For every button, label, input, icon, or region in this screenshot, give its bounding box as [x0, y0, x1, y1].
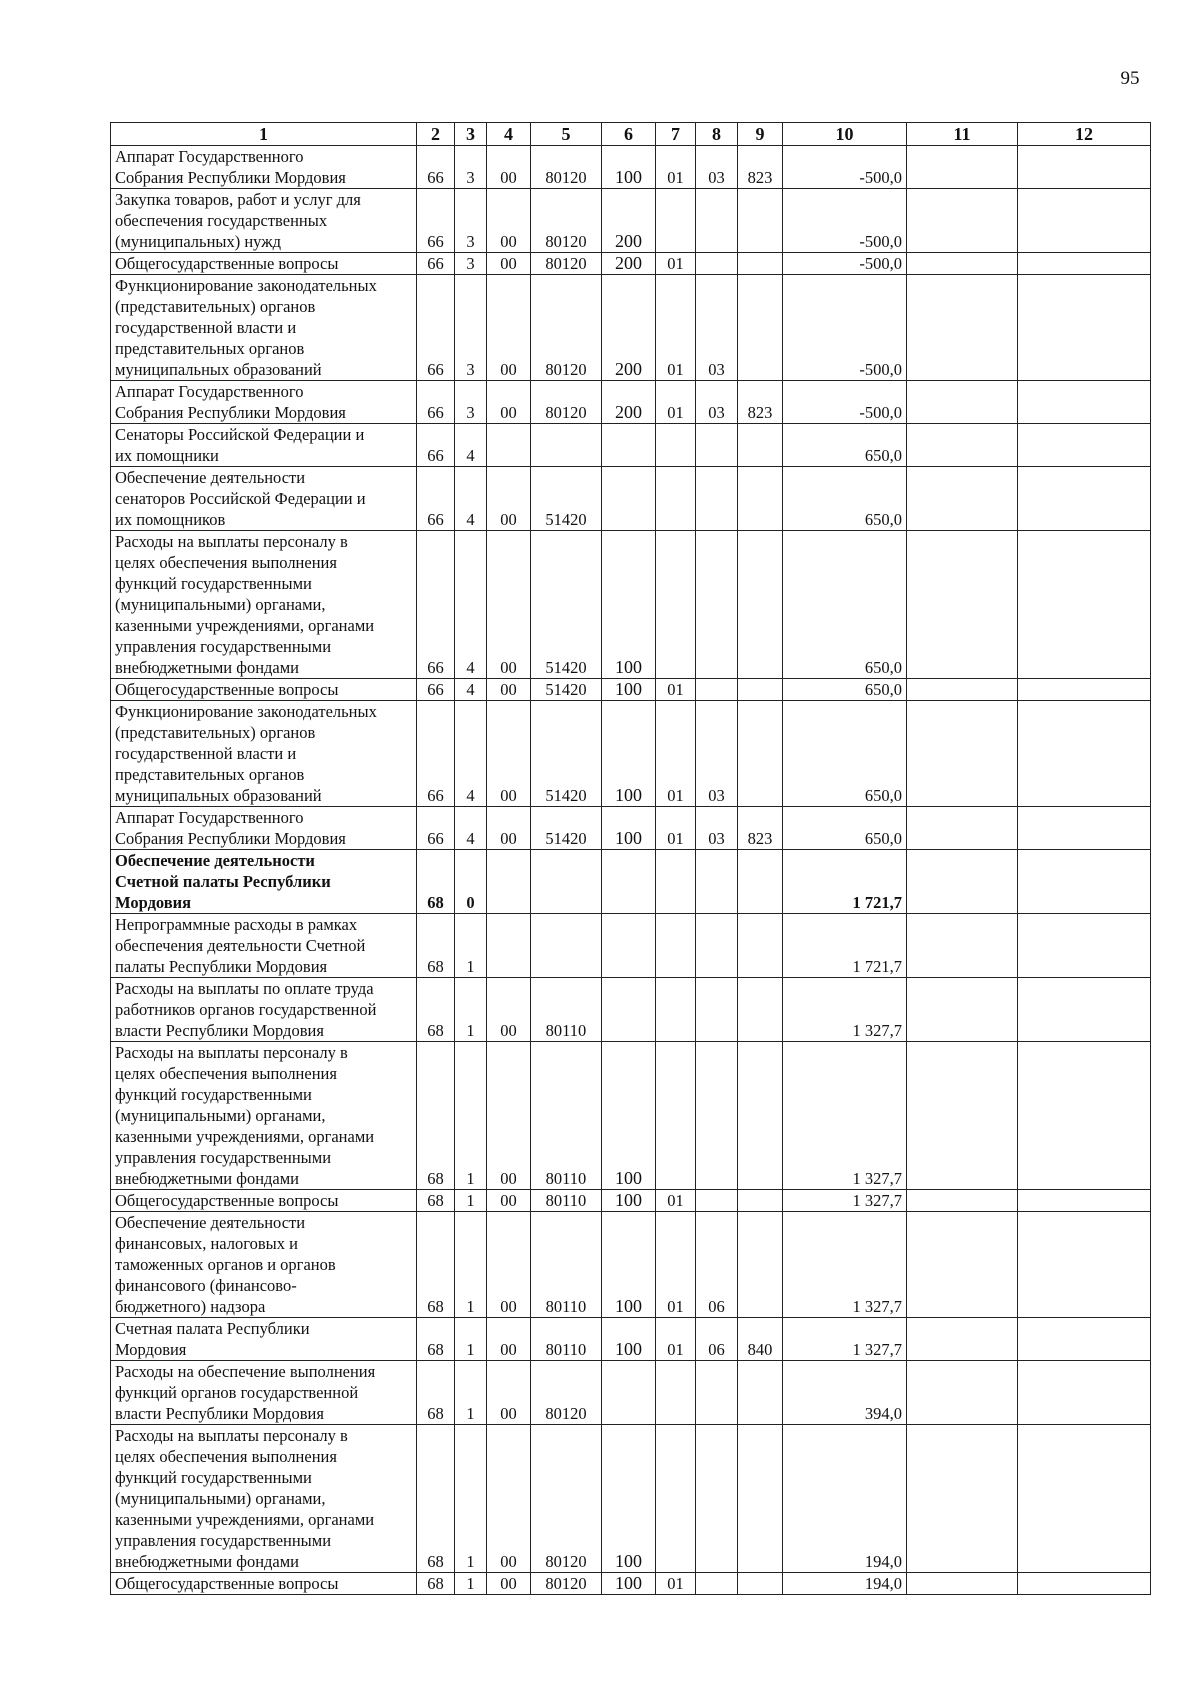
table-cell-c4: 00 — [487, 1212, 531, 1318]
table-cell-c3: 1 — [455, 1361, 487, 1425]
table-cell-c3: 1 — [455, 1318, 487, 1361]
table-cell-c12 — [1018, 978, 1151, 1042]
table-cell-c8 — [696, 1042, 738, 1190]
table-cell-c1: Аппарат Государственного Собрания Республики Мордовия — [111, 807, 417, 850]
table-cell-c3: 1 — [455, 1042, 487, 1190]
table-cell-c10: 1 721,7 — [783, 850, 907, 914]
table-cell-c4: 00 — [487, 1190, 531, 1212]
table-cell-c6 — [602, 914, 656, 978]
table-cell-c3: 3 — [455, 275, 487, 381]
table-cell-c4: 00 — [487, 807, 531, 850]
table-cell-c12 — [1018, 807, 1151, 850]
table-cell-c6: 100 — [602, 1425, 656, 1573]
table-cell-c12 — [1018, 381, 1151, 424]
table-cell-c10: 650,0 — [783, 679, 907, 701]
table-cell-c2: 66 — [417, 381, 455, 424]
table-cell-c5: 80110 — [531, 1318, 602, 1361]
table-cell-c3: 4 — [455, 467, 487, 531]
table-cell-c4: 00 — [487, 1361, 531, 1425]
table-cell-c8: 03 — [696, 701, 738, 807]
table-cell-c5: 51420 — [531, 701, 602, 807]
table-cell-c2: 68 — [417, 1425, 455, 1573]
table-cell-c12 — [1018, 146, 1151, 189]
table-cell-c9 — [738, 1361, 783, 1425]
table-cell-c7: 01 — [656, 146, 696, 189]
table-cell-c9 — [738, 467, 783, 531]
table-cell-c9 — [738, 253, 783, 275]
page-number: 95 — [1120, 68, 1140, 89]
table-cell-c3: 4 — [455, 424, 487, 467]
table-cell-c1: Непрограммные расходы в рамках обеспечения деятельности Счетной палаты Республики Мордовия — [111, 914, 417, 978]
table-cell-c6: 100 — [602, 1212, 656, 1318]
table-cell-c3: 4 — [455, 701, 487, 807]
table-cell-c4: 00 — [487, 381, 531, 424]
table-cell-c7 — [656, 531, 696, 679]
table-cell-c6: 100 — [602, 807, 656, 850]
table-cell-c8 — [696, 189, 738, 253]
table-cell-c6: 100 — [602, 1042, 656, 1190]
table-cell-c5: 80120 — [531, 146, 602, 189]
table-cell-c8 — [696, 1573, 738, 1595]
table-cell-c12 — [1018, 1212, 1151, 1318]
table-cell-c5 — [531, 914, 602, 978]
column-header: 3 — [455, 123, 487, 146]
table-cell-c6: 200 — [602, 189, 656, 253]
table-cell-c11 — [907, 1042, 1018, 1190]
table-cell-c4: 00 — [487, 679, 531, 701]
table-cell-c10: -500,0 — [783, 146, 907, 189]
column-header: 1 — [111, 123, 417, 146]
table-cell-c7: 01 — [656, 701, 696, 807]
table-cell-c1: Общегосударственные вопросы — [111, 1190, 417, 1212]
table-cell-c4: 00 — [487, 978, 531, 1042]
column-header: 6 — [602, 123, 656, 146]
table-cell-c11 — [907, 914, 1018, 978]
table-cell-c5: 80120 — [531, 189, 602, 253]
table-cell-c11 — [907, 1425, 1018, 1573]
table-cell-c2: 68 — [417, 1212, 455, 1318]
table-cell-c10: 650,0 — [783, 701, 907, 807]
table-row — [111, 914, 1151, 978]
table-cell-c9: 823 — [738, 146, 783, 189]
table-cell-c1: Расходы на обеспечение выполнения функций органов государственной власти Республики Мордовия — [111, 1361, 417, 1425]
table-row — [111, 146, 1151, 189]
table-cell-c3: 1 — [455, 978, 487, 1042]
budget-table — [110, 122, 1151, 1595]
table-cell-c1: Закупка товаров, работ и услуг для обеспечения государственных (муниципальных) нужд — [111, 189, 417, 253]
table-cell-c7 — [656, 850, 696, 914]
table-cell-c9: 840 — [738, 1318, 783, 1361]
table-cell-c9 — [738, 1425, 783, 1573]
table-cell-c10: 1 327,7 — [783, 1042, 907, 1190]
table-cell-c1: Сенаторы Российской Федерации и их помощники — [111, 424, 417, 467]
table-cell-c12 — [1018, 1042, 1151, 1190]
table-row — [111, 807, 1151, 850]
table-cell-c8 — [696, 850, 738, 914]
table-cell-c8: 03 — [696, 275, 738, 381]
table-cell-c5: 51420 — [531, 467, 602, 531]
table-cell-c5: 80110 — [531, 1190, 602, 1212]
table-cell-c3: 1 — [455, 1425, 487, 1573]
table-cell-c4: 00 — [487, 531, 531, 679]
table-cell-c3: 4 — [455, 679, 487, 701]
column-header: 9 — [738, 123, 783, 146]
table-cell-c4: 00 — [487, 1573, 531, 1595]
table-cell-c11 — [907, 189, 1018, 253]
table-cell-c6: 100 — [602, 531, 656, 679]
table-row — [111, 253, 1151, 275]
table-cell-c1: Расходы на выплаты персоналу в целях обеспечения выполнения функций государственными (муниципальными) органами, казенными учреждениями, органами управления государственными внебюджетными фондами — [111, 1042, 417, 1190]
table-cell-c4: 00 — [487, 467, 531, 531]
table-cell-c10: 394,0 — [783, 1361, 907, 1425]
table-cell-c9 — [738, 914, 783, 978]
column-header: 2 — [417, 123, 455, 146]
table-cell-c7 — [656, 914, 696, 978]
table-cell-c10: 1 327,7 — [783, 978, 907, 1042]
table-cell-c11 — [907, 1212, 1018, 1318]
table-cell-c9 — [738, 1190, 783, 1212]
table-cell-c12 — [1018, 253, 1151, 275]
table-cell-c12 — [1018, 1425, 1151, 1573]
table-row — [111, 1573, 1151, 1595]
table-cell-c9: 823 — [738, 807, 783, 850]
table-cell-c6: 100 — [602, 701, 656, 807]
table-cell-c2: 68 — [417, 1042, 455, 1190]
table-cell-c8 — [696, 424, 738, 467]
table-cell-c11 — [907, 275, 1018, 381]
table-cell-c11 — [907, 1361, 1018, 1425]
table-cell-c7 — [656, 1361, 696, 1425]
table-row — [111, 531, 1151, 679]
table-cell-c4: 00 — [487, 1425, 531, 1573]
table-cell-c8 — [696, 1425, 738, 1573]
table-cell-c11 — [907, 978, 1018, 1042]
table-cell-c7 — [656, 978, 696, 1042]
table-cell-c2: 66 — [417, 189, 455, 253]
table-row — [111, 1042, 1151, 1190]
table-cell-c7 — [656, 189, 696, 253]
table-cell-c8 — [696, 531, 738, 679]
table-cell-c7: 01 — [656, 253, 696, 275]
table-cell-c11 — [907, 253, 1018, 275]
table-cell-c1: Общегосударственные вопросы — [111, 1573, 417, 1595]
table-cell-c7: 01 — [656, 679, 696, 701]
table-cell-c10: 194,0 — [783, 1425, 907, 1573]
table-cell-c11 — [907, 467, 1018, 531]
table-cell-c9 — [738, 1212, 783, 1318]
table-cell-c5: 80120 — [531, 381, 602, 424]
table-cell-c8: 03 — [696, 381, 738, 424]
table-cell-c3: 4 — [455, 807, 487, 850]
table-row — [111, 1361, 1151, 1425]
table-cell-c8 — [696, 679, 738, 701]
table-cell-c4: 00 — [487, 701, 531, 807]
table-cell-c9 — [738, 424, 783, 467]
table-cell-c1: Общегосударственные вопросы — [111, 253, 417, 275]
table-cell-c8 — [696, 1361, 738, 1425]
table-cell-c9 — [738, 531, 783, 679]
column-header: 12 — [1018, 123, 1151, 146]
column-header: 10 — [783, 123, 907, 146]
table-cell-c2: 66 — [417, 679, 455, 701]
table-cell-c6: 100 — [602, 1318, 656, 1361]
table-body — [111, 146, 1151, 1595]
table-cell-c12 — [1018, 850, 1151, 914]
table-cell-c8 — [696, 1190, 738, 1212]
table-cell-c12 — [1018, 531, 1151, 679]
table-cell-c9 — [738, 701, 783, 807]
table-cell-c2: 68 — [417, 850, 455, 914]
table-cell-c5: 80110 — [531, 1212, 602, 1318]
table-cell-c1: Расходы на выплаты персоналу в целях обеспечения выполнения функций государственными (муниципальными) органами, казенными учреждениями, органами управления государственными внебюджетными фондами — [111, 531, 417, 679]
table-cell-c9: 823 — [738, 381, 783, 424]
table-cell-c5: 51420 — [531, 679, 602, 701]
table-cell-c8: 03 — [696, 146, 738, 189]
table-cell-c7 — [656, 1425, 696, 1573]
table-cell-c4 — [487, 424, 531, 467]
table-cell-c8: 06 — [696, 1318, 738, 1361]
table-cell-c7: 01 — [656, 275, 696, 381]
column-header: 4 — [487, 123, 531, 146]
table-cell-c1: Расходы на выплаты персоналу в целях обеспечения выполнения функций государственными (муниципальными) органами, казенными учреждениями, органами управления государственными внебюджетными фондами — [111, 1425, 417, 1573]
table-cell-c5: 80120 — [531, 1573, 602, 1595]
table-cell-c2: 68 — [417, 1190, 455, 1212]
table-cell-c5: 80120 — [531, 1425, 602, 1573]
table-cell-c12 — [1018, 914, 1151, 978]
table-cell-c3: 3 — [455, 146, 487, 189]
table-cell-c11 — [907, 679, 1018, 701]
table-cell-c9 — [738, 189, 783, 253]
table-cell-c10: 1 327,7 — [783, 1318, 907, 1361]
column-header: 5 — [531, 123, 602, 146]
table-cell-c6: 200 — [602, 253, 656, 275]
table-cell-c4: 00 — [487, 1318, 531, 1361]
table-cell-c10: 650,0 — [783, 424, 907, 467]
table-cell-c10: 650,0 — [783, 531, 907, 679]
table-cell-c4: 00 — [487, 1042, 531, 1190]
table-cell-c2: 68 — [417, 978, 455, 1042]
table-row — [111, 701, 1151, 807]
table-cell-c7: 01 — [656, 1573, 696, 1595]
table-cell-c2: 66 — [417, 701, 455, 807]
table-cell-c5: 80110 — [531, 1042, 602, 1190]
table-cell-c11 — [907, 1190, 1018, 1212]
table-cell-c2: 68 — [417, 1318, 455, 1361]
table-cell-c1: Обеспечение деятельности Счетной палаты Республики Мордовия — [111, 850, 417, 914]
table-cell-c8 — [696, 978, 738, 1042]
table-cell-c12 — [1018, 189, 1151, 253]
table-row — [111, 1318, 1151, 1361]
table-cell-c4 — [487, 914, 531, 978]
table-row — [111, 424, 1151, 467]
table-cell-c10: 650,0 — [783, 807, 907, 850]
table-cell-c3: 1 — [455, 914, 487, 978]
table-cell-c8: 06 — [696, 1212, 738, 1318]
table-cell-c7: 01 — [656, 1318, 696, 1361]
table-cell-c6 — [602, 424, 656, 467]
table-cell-c2: 66 — [417, 531, 455, 679]
table-cell-c4: 00 — [487, 189, 531, 253]
table-cell-c3: 1 — [455, 1212, 487, 1318]
table-cell-c10: -500,0 — [783, 275, 907, 381]
table-cell-c1: Обеспечение деятельности финансовых, налоговых и таможенных органов и органов финансового (финансово- бюджетного) надзора — [111, 1212, 417, 1318]
table-cell-c3: 0 — [455, 850, 487, 914]
table-cell-c10: 1 327,7 — [783, 1190, 907, 1212]
table-cell-c12 — [1018, 1573, 1151, 1595]
table-cell-c5: 80120 — [531, 1361, 602, 1425]
table-cell-c11 — [907, 850, 1018, 914]
table-cell-c11 — [907, 146, 1018, 189]
table-cell-c6: 100 — [602, 1190, 656, 1212]
table-cell-c7: 01 — [656, 381, 696, 424]
table-cell-c7 — [656, 424, 696, 467]
table-cell-c4 — [487, 850, 531, 914]
table-row — [111, 850, 1151, 914]
table-cell-c6 — [602, 467, 656, 531]
table-cell-c3: 3 — [455, 253, 487, 275]
table-cell-c7: 01 — [656, 807, 696, 850]
table-cell-c6 — [602, 850, 656, 914]
table-cell-c6: 200 — [602, 275, 656, 381]
table-cell-c12 — [1018, 679, 1151, 701]
table-header-row — [111, 123, 1151, 146]
table-cell-c8 — [696, 467, 738, 531]
table-row — [111, 275, 1151, 381]
table-cell-c12 — [1018, 701, 1151, 807]
table-cell-c10: 1 327,7 — [783, 1212, 907, 1318]
table-cell-c3: 1 — [455, 1190, 487, 1212]
table-cell-c7 — [656, 1042, 696, 1190]
table-cell-c4: 00 — [487, 253, 531, 275]
table-cell-c12 — [1018, 275, 1151, 381]
table-cell-c2: 66 — [417, 807, 455, 850]
table-cell-c5: 80110 — [531, 978, 602, 1042]
table-cell-c2: 68 — [417, 1361, 455, 1425]
table-row — [111, 189, 1151, 253]
table-cell-c1: Функционирование законодательных (представительных) органов государственной власти и представительных органов муниципальных образований — [111, 701, 417, 807]
table-cell-c10: -500,0 — [783, 189, 907, 253]
table-row — [111, 978, 1151, 1042]
table-cell-c6: 100 — [602, 679, 656, 701]
table-cell-c12 — [1018, 424, 1151, 467]
table-cell-c1: Аппарат Государственного Собрания Республики Мордовия — [111, 146, 417, 189]
table-cell-c4: 00 — [487, 275, 531, 381]
table-cell-c2: 66 — [417, 467, 455, 531]
table-cell-c1: Счетная палата Республики Мордовия — [111, 1318, 417, 1361]
table-cell-c12 — [1018, 1190, 1151, 1212]
table-cell-c6: 100 — [602, 1573, 656, 1595]
table-cell-c10: 194,0 — [783, 1573, 907, 1595]
table-cell-c5: 51420 — [531, 531, 602, 679]
table-cell-c3: 3 — [455, 189, 487, 253]
column-header: 7 — [656, 123, 696, 146]
table-cell-c1: Функционирование законодательных (представительных) органов государственной власти и представительных органов муниципальных образований — [111, 275, 417, 381]
table-cell-c8 — [696, 253, 738, 275]
table-cell-c11 — [907, 531, 1018, 679]
table-cell-c11 — [907, 701, 1018, 807]
table-cell-c9 — [738, 679, 783, 701]
table-cell-c7: 01 — [656, 1212, 696, 1318]
table-cell-c9 — [738, 1042, 783, 1190]
table-cell-c5: 80120 — [531, 275, 602, 381]
table-cell-c12 — [1018, 1361, 1151, 1425]
column-header: 11 — [907, 123, 1018, 146]
table-cell-c6 — [602, 1361, 656, 1425]
table-cell-c3: 4 — [455, 531, 487, 679]
table-cell-c2: 66 — [417, 146, 455, 189]
table-cell-c11 — [907, 424, 1018, 467]
table-cell-c11 — [907, 381, 1018, 424]
table-cell-c1: Расходы на выплаты по оплате труда работников органов государственной власти Республики Мордовия — [111, 978, 417, 1042]
table-cell-c10: -500,0 — [783, 253, 907, 275]
table-cell-c2: 66 — [417, 253, 455, 275]
table-cell-c3: 3 — [455, 381, 487, 424]
table-cell-c3: 1 — [455, 1573, 487, 1595]
table-cell-c2: 66 — [417, 275, 455, 381]
table-row — [111, 1212, 1151, 1318]
table-cell-c7 — [656, 467, 696, 531]
table-cell-c5 — [531, 850, 602, 914]
table-cell-c10: 1 721,7 — [783, 914, 907, 978]
table-cell-c11 — [907, 1573, 1018, 1595]
table-cell-c8: 03 — [696, 807, 738, 850]
table-cell-c1: Аппарат Государственного Собрания Республики Мордовия — [111, 381, 417, 424]
table-cell-c5 — [531, 424, 602, 467]
table-row — [111, 467, 1151, 531]
table-cell-c10: -500,0 — [783, 381, 907, 424]
table-cell-c11 — [907, 807, 1018, 850]
table-row — [111, 1190, 1151, 1212]
table-cell-c2: 68 — [417, 914, 455, 978]
table-cell-c12 — [1018, 467, 1151, 531]
table-cell-c7: 01 — [656, 1190, 696, 1212]
table-cell-c1: Обеспечение деятельности сенаторов Российской Федерации и их помощников — [111, 467, 417, 531]
table-cell-c9 — [738, 850, 783, 914]
table-cell-c5: 80120 — [531, 253, 602, 275]
table-cell-c10: 650,0 — [783, 467, 907, 531]
table-cell-c11 — [907, 1318, 1018, 1361]
table-cell-c6 — [602, 978, 656, 1042]
table-cell-c2: 66 — [417, 424, 455, 467]
table-row — [111, 1425, 1151, 1573]
table-cell-c4: 00 — [487, 146, 531, 189]
column-header: 8 — [696, 123, 738, 146]
table-cell-c9 — [738, 275, 783, 381]
table-cell-c6: 200 — [602, 381, 656, 424]
table-cell-c8 — [696, 914, 738, 978]
table-cell-c2: 68 — [417, 1573, 455, 1595]
table-cell-c1: Общегосударственные вопросы — [111, 679, 417, 701]
table-cell-c9 — [738, 978, 783, 1042]
table-cell-c6: 100 — [602, 146, 656, 189]
table-cell-c12 — [1018, 1318, 1151, 1361]
table-row — [111, 381, 1151, 424]
table-row — [111, 679, 1151, 701]
table-cell-c5: 51420 — [531, 807, 602, 850]
table-cell-c9 — [738, 1573, 783, 1595]
